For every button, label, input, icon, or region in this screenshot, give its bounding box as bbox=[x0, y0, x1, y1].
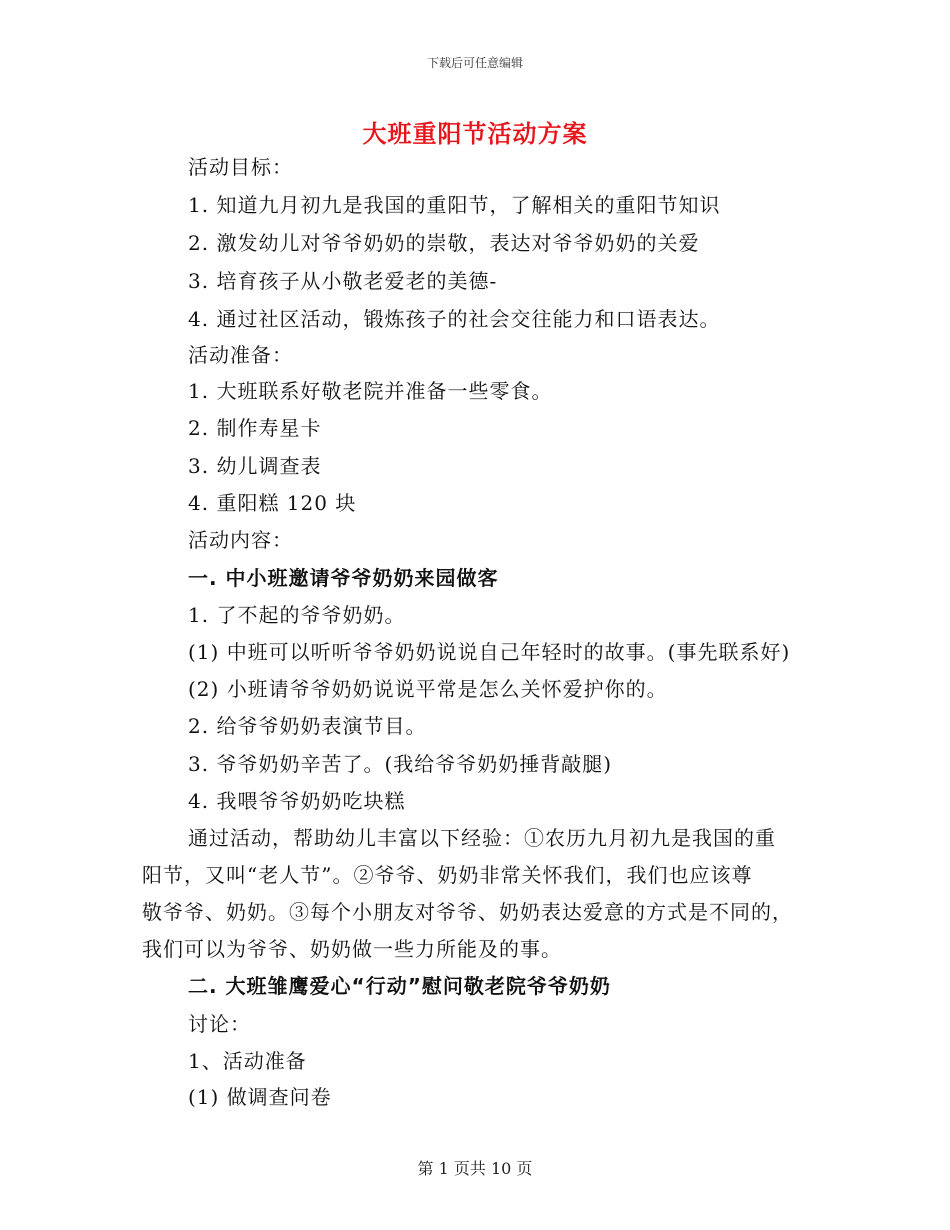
section-heading-content: 活动内容： bbox=[188, 528, 293, 552]
header-note: 下载后可任意编辑 bbox=[426, 56, 523, 70]
summary-paragraph-line-1: 通过活动，帮助幼儿丰富以下经验：①农历九月初九是我国的重 bbox=[188, 826, 776, 850]
prep-item-4: 4. 重阳糕 120 块 bbox=[188, 491, 357, 515]
summary-paragraph-line-2: 阳节，又叫“老人节”。②爷爷、奶奶非常关怀我们，我们也应该尊 bbox=[142, 863, 753, 887]
goal-item-3: 3. 培育孩子从小敬老爱老的美德- bbox=[188, 269, 498, 293]
discussion-item-1: 1、活动准备 bbox=[188, 1049, 307, 1073]
prep-item-3: 3. 幼儿调查表 bbox=[188, 454, 322, 478]
subsection-heading-2: 二. 大班雏鹰爱心“行动”慰问敬老院爷爷奶奶 bbox=[188, 974, 611, 998]
goal-item-1: 1. 知道九月初九是我国的重阳节，了解相关的重阳节知识 bbox=[188, 193, 721, 217]
content-subitem-2: (2) 小班请爷爷奶奶说说平常是怎么关怀爱护你的。 bbox=[188, 677, 668, 701]
prep-item-1: 1. 大班联系好敬老院并准备一些零食。 bbox=[188, 379, 553, 403]
section-heading-preparation: 活动准备： bbox=[188, 343, 293, 367]
section-heading-goals: 活动目标： bbox=[188, 155, 293, 179]
content-subitem-1: (1) 中班可以听听爷爷奶奶说说自己年轻时的故事。(事先联系好) bbox=[188, 640, 791, 664]
content-item-3: 3. 爷爷奶奶辛苦了。(我给爷爷奶奶捶背敲腿) bbox=[188, 752, 613, 776]
discussion-label: 讨论： bbox=[188, 1012, 251, 1036]
subsection-heading-1: 一. 中小班邀请爷爷奶奶来园做客 bbox=[188, 566, 499, 590]
content-item-1: 1. 了不起的爷爷奶奶。 bbox=[188, 603, 406, 627]
summary-paragraph-line-4: 我们可以为爷爷、奶奶做一些力所能及的事。 bbox=[142, 937, 562, 961]
prep-item-2: 2. 制作寿星卡 bbox=[188, 416, 322, 440]
content-item-2: 2. 给爷爷奶奶表演节目。 bbox=[188, 714, 427, 738]
page-footer: 第 1 页共 10 页 bbox=[417, 1159, 533, 1178]
goal-item-2: 2. 激发幼儿对爷爷奶奶的崇敬，表达对爷爷奶奶的关爱 bbox=[188, 231, 700, 255]
discussion-subitem-1: (1) 做调查问卷 bbox=[188, 1085, 332, 1109]
summary-paragraph-line-3: 敬爷爷、奶奶。③每个小朋友对爷爷、奶奶表达爱意的方式是不同的， bbox=[142, 900, 793, 924]
goal-item-4: 4. 通过社区活动，锻炼孩子的社会交往能力和口语表达。 bbox=[188, 307, 721, 331]
content-item-4: 4. 我喂爷爷奶奶吃块糕 bbox=[188, 789, 406, 813]
document-title: 大班重阳节活动方案 bbox=[362, 120, 588, 148]
